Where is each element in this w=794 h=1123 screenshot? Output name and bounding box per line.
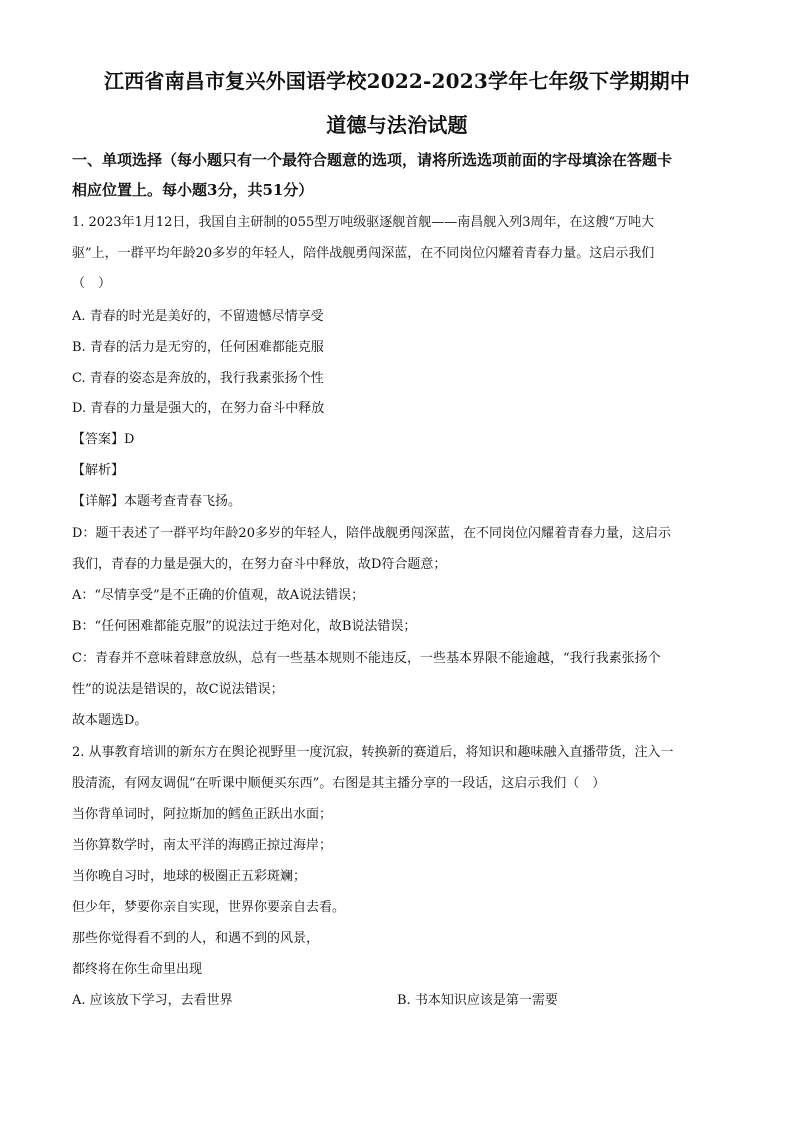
q2-quote-line-2: 当你算数学时，南太平洋的海鸥正掠过海岸； — [72, 838, 333, 853]
q1-stem-line-1: 1. 2023年1月12日，我国自主研制的055型万吨级驱逐舰首舰——南昌舰入列3周年，在这艘“万吨大 — [72, 215, 655, 230]
q1-option-c: C. 青春的姿态是奔放的，我行我素张扬个性 — [72, 371, 324, 386]
q1-option-a: A. 青春的时光是美好的，不留遗憾尽情享受 — [72, 309, 324, 324]
q2-stem-line-1: 2. 从事教育培训的新东方在舆论视野里一度沉寂，转换新的赛道后，将知识和趣味融入直播带货，注入一 — [72, 745, 674, 760]
q2-option-a: A. 应该放下学习，去看世界 — [72, 993, 233, 1008]
q1-conclusion: 故本题选D。 — [72, 713, 148, 728]
q1-explain-a: A：“尽情享受”是不正确的价值观，故A说法错误； — [72, 588, 365, 603]
q2-quote-line-6: 都终将在你生命里出现 — [72, 962, 203, 977]
q2-stem-line-2: 股清流，有网友调侃“在听课中顺便买东西”。右图是其主播分享的一段话，这启示我们（ ） — [72, 776, 606, 791]
q1-explain-b: B：“任何困难都能克服”的说法过于绝对化，故B说法错误； — [72, 619, 417, 634]
section-heading-line-1: 一、单项选择（每小题只有一个最符合题意的选项，请将所选选项前面的字母填涂在答题卡 — [72, 151, 673, 169]
section-heading — [72, 145, 732, 205]
q1-stem-line-3: （ ） — [72, 276, 112, 291]
q2-quote-line-4: 但少年，梦要你亲自实现，世界你要亲自去看。 — [72, 900, 346, 915]
q1-answer: 【答案】D — [72, 432, 135, 447]
q1-option-b: B. 青春的活力是无穷的，任何困难都能克服 — [72, 340, 324, 355]
q1-stem-line-2: 驱”上，一群平均年龄20多岁的年轻人，陪伴战舰勇闯深蓝，在不同岗位闪耀着青春力量。这启示我们 — [72, 246, 655, 261]
q1-explain-c-line-2: 性”的说法是错误的，故C说法错误； — [72, 682, 284, 697]
q2-option-b: B. 书本知识应该是第一需要 — [397, 993, 558, 1008]
q1-explain-d-line-1: D：题干表述了一群平均年龄20多岁的年轻人，陪伴战舰勇闯深蓝，在不同岗位闪耀着青春力量，这启示 — [72, 526, 671, 541]
section-heading-line-2: 相应位置上。每小题3分，共51分） — [72, 181, 314, 199]
q2-quote-line-3: 当你晚自习时，地球的极圈正五彩斑斓； — [72, 869, 307, 884]
q2-quote-line-1: 当你背单词时，阿拉斯加的鳕鱼正跃出水面； — [72, 807, 333, 822]
document-title-line-1: 江西省南昌市复兴外国语学校2022-2023学年七年级下学期期中 — [103, 69, 691, 93]
q1-explain-d-line-2: 我们，青春的力量是强大的，在努力奋斗中释放，故D符合题意； — [72, 557, 447, 572]
q1-explain-c-line-1: C：青春并不意味着肆意放纵，总有一些基本规则不能违反，一些基本界限不能逾越，“我行我素张扬个 — [72, 651, 661, 666]
q1-detail: 【详解】本题考查青春飞扬。 — [72, 494, 242, 509]
q1-option-d: D. 青春的力量是强大的，在努力奋斗中释放 — [72, 401, 325, 416]
q1-analysis-label: 【解析】 — [72, 463, 125, 478]
q2-quote-line-5: 那些你觉得看不到的人，和遇不到的风景， — [72, 931, 320, 946]
document-title-line-2: 道德与法治试题 — [326, 113, 468, 137]
